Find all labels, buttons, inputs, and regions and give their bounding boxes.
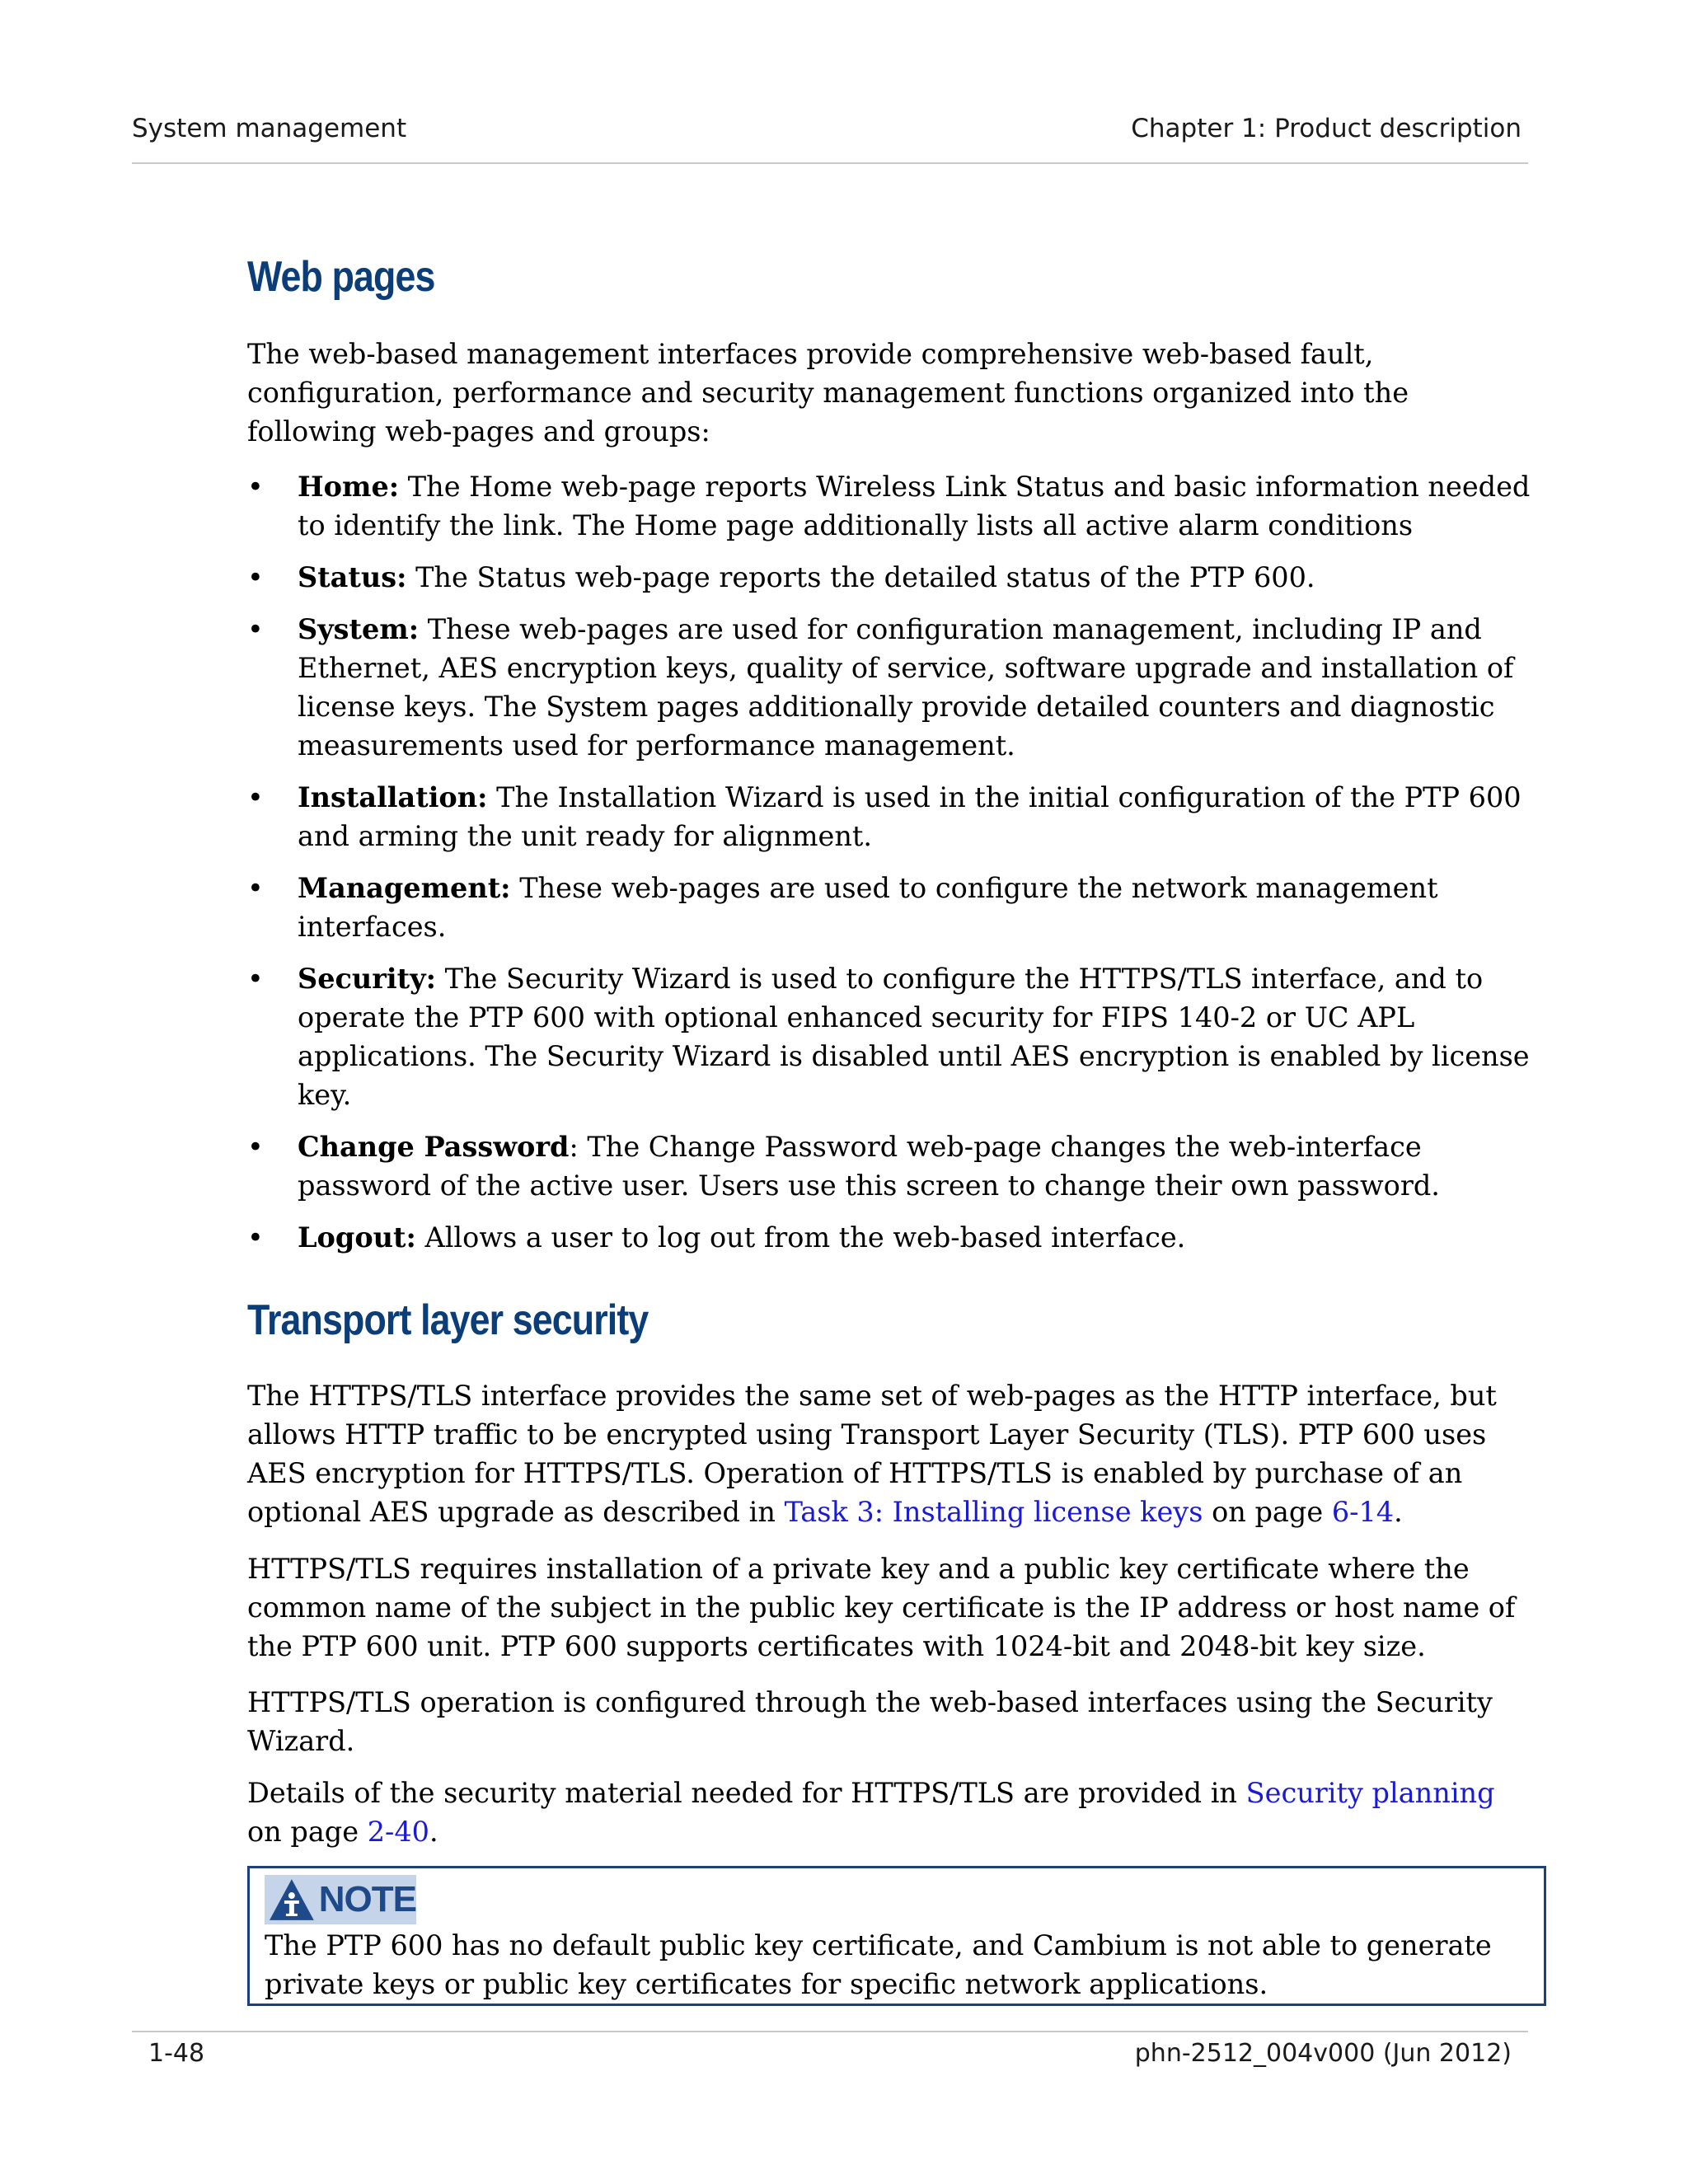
tls-paragraph-4: Details of the security material needed for HTTPS/TLS are provided in Security planning on page 2-40. [247, 1777, 1495, 1848]
item-term: Installation: [298, 781, 488, 813]
list-item [247, 558, 1533, 597]
page-number: 1-48 [148, 2039, 205, 2068]
item-term: Home: [298, 471, 400, 503]
header-section-title: System management [132, 114, 407, 143]
footer-divider [132, 2031, 1528, 2032]
item-term: Security: [298, 963, 436, 995]
link-security-planning[interactable]: Security planning [1245, 1777, 1495, 1809]
note-label: NOTE [318, 1879, 416, 1919]
note-box [247, 1866, 1546, 2006]
tls-paragraph-1: The HTTPS/TLS interface provides the same set of web-pages as the HTTP interface, but allows HTTP traffic to be encrypted using Transport Layer Security (TLS). PTP 600 uses AES encryption for HTTPS/TLS. Operation of HTTPS/TLS is enabled by purchase of an optional AES upgrade as described in Task 3: Installing license keys on page 6-14. [247, 1380, 1497, 1528]
note-text: The PTP 600 has no default public key certificate, and Cambium is not able to generate private keys or public key certificates for specific network applications. [265, 1929, 1492, 2000]
item-term: System: [298, 613, 420, 645]
bullet-icon: • [247, 963, 264, 995]
web-pages-list [247, 467, 1533, 1270]
note-warning-icon [268, 1877, 316, 1922]
item-text: Allows a user to log out from the web-based interface. [415, 1221, 1186, 1254]
link-page-2-40[interactable]: 2-40 [367, 1816, 429, 1848]
heading-transport-layer-security: Transport layer security [247, 1296, 649, 1344]
bullet-icon: • [247, 781, 264, 813]
bullet-icon: • [247, 561, 264, 593]
page-header [132, 114, 1522, 143]
bullet-icon: • [247, 1131, 264, 1163]
tls-paragraph-3: HTTPS/TLS operation is configured through the web-based interfaces using the Security Wizard. [247, 1686, 1493, 1757]
list-item [247, 959, 1533, 1114]
link-page-6-14[interactable]: 6-14 [1331, 1496, 1395, 1528]
item-text: The Home web-page reports Wireless Link Status and basic information needed to identify the link. The Home page additionally lists all active alarm conditions [298, 471, 1531, 541]
header-chapter-title: Chapter 1: Product description [1131, 114, 1522, 143]
item-text: The Installation Wizard is used in the initial configuration of the PTP 600 and arming the unit ready for alignment. [298, 781, 1522, 852]
document-id: phn-2512_004v000 (Jun 2012) [1134, 2039, 1512, 2068]
bullet-icon: • [247, 872, 264, 904]
item-term: Change Password [298, 1131, 570, 1163]
tls-paragraph-2: HTTPS/TLS requires installation of a private key and a public key certificate where the common name of the subject in the public key certificate is the IP address or host name of the PTP 600 unit. PTP 600 supports certificates with 1024-bit and 2048-bit key size. [247, 1553, 1516, 1662]
list-item [247, 1127, 1533, 1205]
header-divider [132, 162, 1528, 164]
item-text: These web-pages are used to configure the network management interfaces. [298, 872, 1438, 943]
item-text: The Security Wizard is used to configure the HTTPS/TLS interface, and to operate the PTP 600 with optional enhanced security for FIPS 140-2 or UC APL applications. The Security Wizard is disabled until AES encryption is enabled by license key. [298, 963, 1530, 1111]
bullet-icon: • [247, 1221, 264, 1254]
item-text: The Status web-page reports the detailed status of the PTP 600. [406, 561, 1315, 593]
web-pages-intro: The web-based management interfaces provide comprehensive web-based fault, configuration, performance and security management functions organized into the following web-pages and groups: [247, 338, 1409, 448]
bullet-icon: • [247, 471, 264, 503]
list-item [247, 610, 1533, 765]
heading-web-pages: Web pages [247, 253, 435, 301]
list-item [247, 778, 1533, 855]
list-item [247, 467, 1533, 545]
item-term: Status: [298, 561, 407, 593]
item-text: : The Change Password web-page changes the web-interface password of the active user. Users use this screen to change their own password. [298, 1131, 1440, 1202]
link-installing-license-keys[interactable]: Task 3: Installing license keys [784, 1496, 1203, 1528]
item-term: Logout: [298, 1221, 416, 1254]
list-item [247, 869, 1533, 946]
page-footer [148, 2039, 1512, 2068]
note-badge [265, 1875, 416, 1924]
list-item [247, 1218, 1533, 1257]
item-term: Management: [298, 872, 511, 904]
bullet-icon: • [247, 613, 264, 645]
item-text: These web-pages are used for configuration management, including IP and Ethernet, AES encryption keys, quality of service, software upgrade and installation of license keys. The System pages additionally provide detailed counters and diagnostic measurements used for performance management. [298, 613, 1514, 762]
